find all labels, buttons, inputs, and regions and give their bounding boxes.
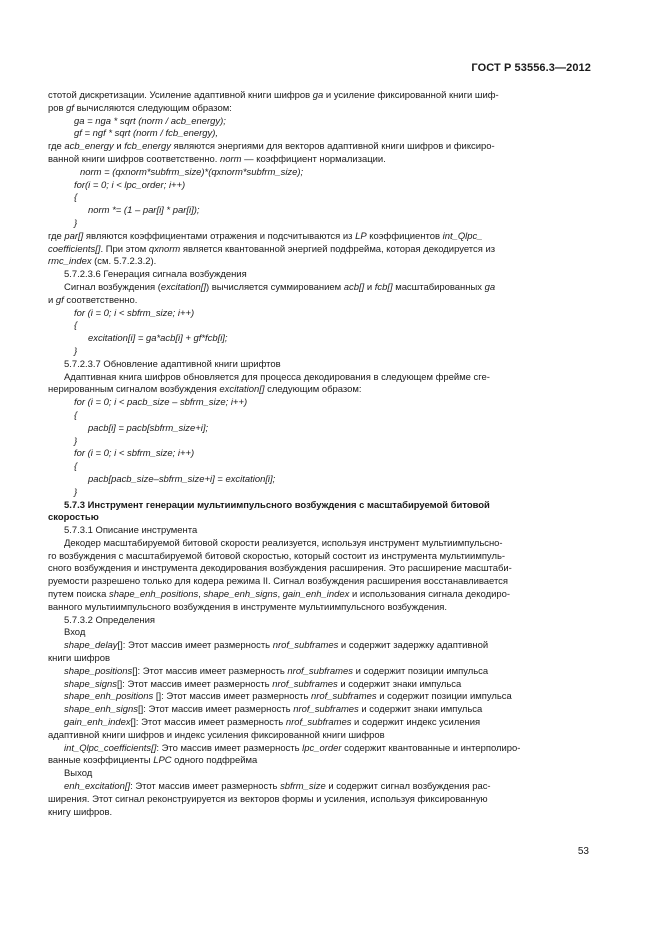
code-line: for(i = 0; i < lpc_order; i++) bbox=[74, 179, 186, 191]
code-line: { bbox=[74, 409, 78, 421]
definition-line: книги шифров bbox=[48, 653, 111, 665]
text-line: где par[] являются коэффициентами отражения и подсчитываются из LP коэффициентов int_Qlpc_ bbox=[48, 230, 483, 242]
text-line: го возбуждения с масштабируемой битовой скоростью, который состоит из инструмента мультиимпуль- bbox=[48, 550, 506, 562]
definition-line: книгу шифров. bbox=[48, 806, 113, 818]
section-heading: 5.7.2.3.6 Генерация сигнала возбуждения bbox=[64, 269, 247, 281]
code-line: { bbox=[74, 461, 78, 473]
definition-line: ширения. Этот сигнал реконструируется из векторов формы и усиления, используя фиксированную bbox=[48, 793, 488, 805]
text-line: ванной книги шифров соответственно. norm — коэффициент нормализации. bbox=[48, 153, 386, 165]
code-line: norm = (qxnorm*subfrm_size)*(qxnorm*subfrm_size); bbox=[80, 166, 304, 178]
code-line: norm *= (1 – par[i] * par[i]); bbox=[88, 205, 200, 217]
definition-line: shape_delay[]: Этот массив имеет размерность nrof_subframes и содержит задержку адаптивной bbox=[64, 640, 489, 652]
text-line: Сигнал возбуждения (excitation[]) вычисляется суммированием acb[] и fcb[] масштабированных ga bbox=[64, 281, 496, 293]
code-line: for (i = 0; i < sbfrm_size; i++) bbox=[74, 307, 195, 319]
text-line: coefficients[]. При этом qxnorm является квантованной энергией подфрейма, которая декодируется из bbox=[48, 243, 496, 255]
subheading-input: Вход bbox=[64, 627, 86, 639]
definition-line: int_Qlpc_coefficients[]: Это массив имеет размерность lpc_order содержит квантованные и интерполиро- bbox=[64, 742, 521, 754]
code-line: for (i = 0; i < sbfrm_size; i++) bbox=[74, 448, 195, 460]
definition-line: shape_enh_positions []: Этот массив имеет размерность nrof_subframes и содержит позиции импульса bbox=[64, 691, 512, 703]
text-line: ванного мультиимпульсного возбуждения в инструменте мультиимпульсного возбуждения. bbox=[48, 601, 447, 613]
code-line: } bbox=[74, 435, 78, 447]
definition-line: ванные коэффициенты LPC одного подфрейма bbox=[48, 755, 258, 767]
code-line: excitation[i] = ga*acb[i] + gf*fcb[i]; bbox=[88, 333, 228, 345]
text-line: путем поиска shape_enh_positions, shape_enh_signs, gain_enh_index и использования сигнала декодиро- bbox=[48, 589, 510, 601]
section-heading-bold: 5.7.3 Инструмент генерации мультиимпульсного возбуждения с масштабируемой битовой bbox=[64, 499, 490, 511]
definition-line: shape_signs[]: Этот массив имеет размерность nrof_subframes и содержит знаки импульса bbox=[64, 678, 462, 690]
text-line: Адаптивная книга шифров обновляется для процесса декодирования в следующем фрейме сге- bbox=[64, 371, 490, 383]
definition-line: gain_enh_index[]: Этот массив имеет размерность nrof_subframes и содержит индекс усиления bbox=[64, 717, 481, 729]
section-heading-bold: скоростью bbox=[48, 512, 99, 524]
text-line: и gf соответственно. bbox=[48, 294, 138, 306]
text-line: rmc_index (см. 5.7.2.3.2). bbox=[48, 256, 157, 268]
subheading-output: Выход bbox=[64, 768, 93, 780]
code-line: ga = nga * sqrt (norm / acb_energy); bbox=[74, 115, 226, 127]
definition-line: адаптивной книги шифров и индекс усиления фиксированной книги шифров bbox=[48, 729, 385, 741]
text-line: Декодер масштабируемой битовой скорости реализуется, используя инструмент мультиимпульсно- bbox=[64, 537, 503, 549]
standard-header: ГОСТ Р 53556.3—2012 bbox=[471, 62, 591, 74]
code-line: for (i = 0; i < pacb_size – sbfrm_size; i++) bbox=[74, 397, 248, 409]
text-line: сного возбуждения и инструмента декодирования возбуждения расширения. Это расширение масштаби- bbox=[48, 563, 512, 575]
code-line: pacb[i] = pacb[sbfrm_size+i]; bbox=[88, 422, 209, 434]
code-line: pacb[pacb_size–sbfrm_size+i] = excitation[i]; bbox=[88, 473, 276, 485]
text-line: стотой дискретизации. Усиление адаптивной книги шифров ga и усиление фиксированной книги шиф- bbox=[48, 90, 499, 101]
text-line: ров gf вычисляются следующим образом: bbox=[48, 102, 232, 114]
document-body bbox=[48, 90, 587, 819]
code-line: gf = ngf * sqrt (norm / fcb_energy), bbox=[74, 128, 218, 140]
code-line: { bbox=[74, 320, 78, 332]
code-line: } bbox=[74, 486, 78, 498]
section-heading: 5.7.3.1 Описание инструмента bbox=[64, 525, 198, 537]
code-line: { bbox=[74, 192, 78, 204]
definition-line: shape_enh_signs[]: Этот массив имеет размерность nrof_subframes и содержит знаки импульса bbox=[64, 704, 483, 716]
definition-line: shape_positions[]: Этот массив имеет размерность nrof_subframes и содержит позиции импульса bbox=[64, 665, 489, 677]
text-line: нерированным сигналом возбуждения excitation[] следующим образом: bbox=[48, 384, 362, 396]
code-line: } bbox=[74, 217, 78, 229]
section-heading: 5.7.2.3.7 Обновление адаптивной книги шрифтов bbox=[64, 358, 281, 370]
text-line: где acb_energy и fcb_energy являются энергиями для векторов адаптивной книги шифров и фиксиро- bbox=[48, 141, 495, 153]
text-line: руемости разрешено только для кодера режима II. Сигнал возбуждения расширения восстанавливается bbox=[48, 576, 509, 588]
section-heading: 5.7.3.2 Определения bbox=[64, 614, 156, 626]
page-number: 53 bbox=[577, 846, 589, 857]
definition-line: enh_excitation[]: Этот массив имеет размерность sbfrm_size и содержит сигнал возбуждения рас- bbox=[64, 781, 491, 793]
code-line: } bbox=[74, 345, 78, 357]
